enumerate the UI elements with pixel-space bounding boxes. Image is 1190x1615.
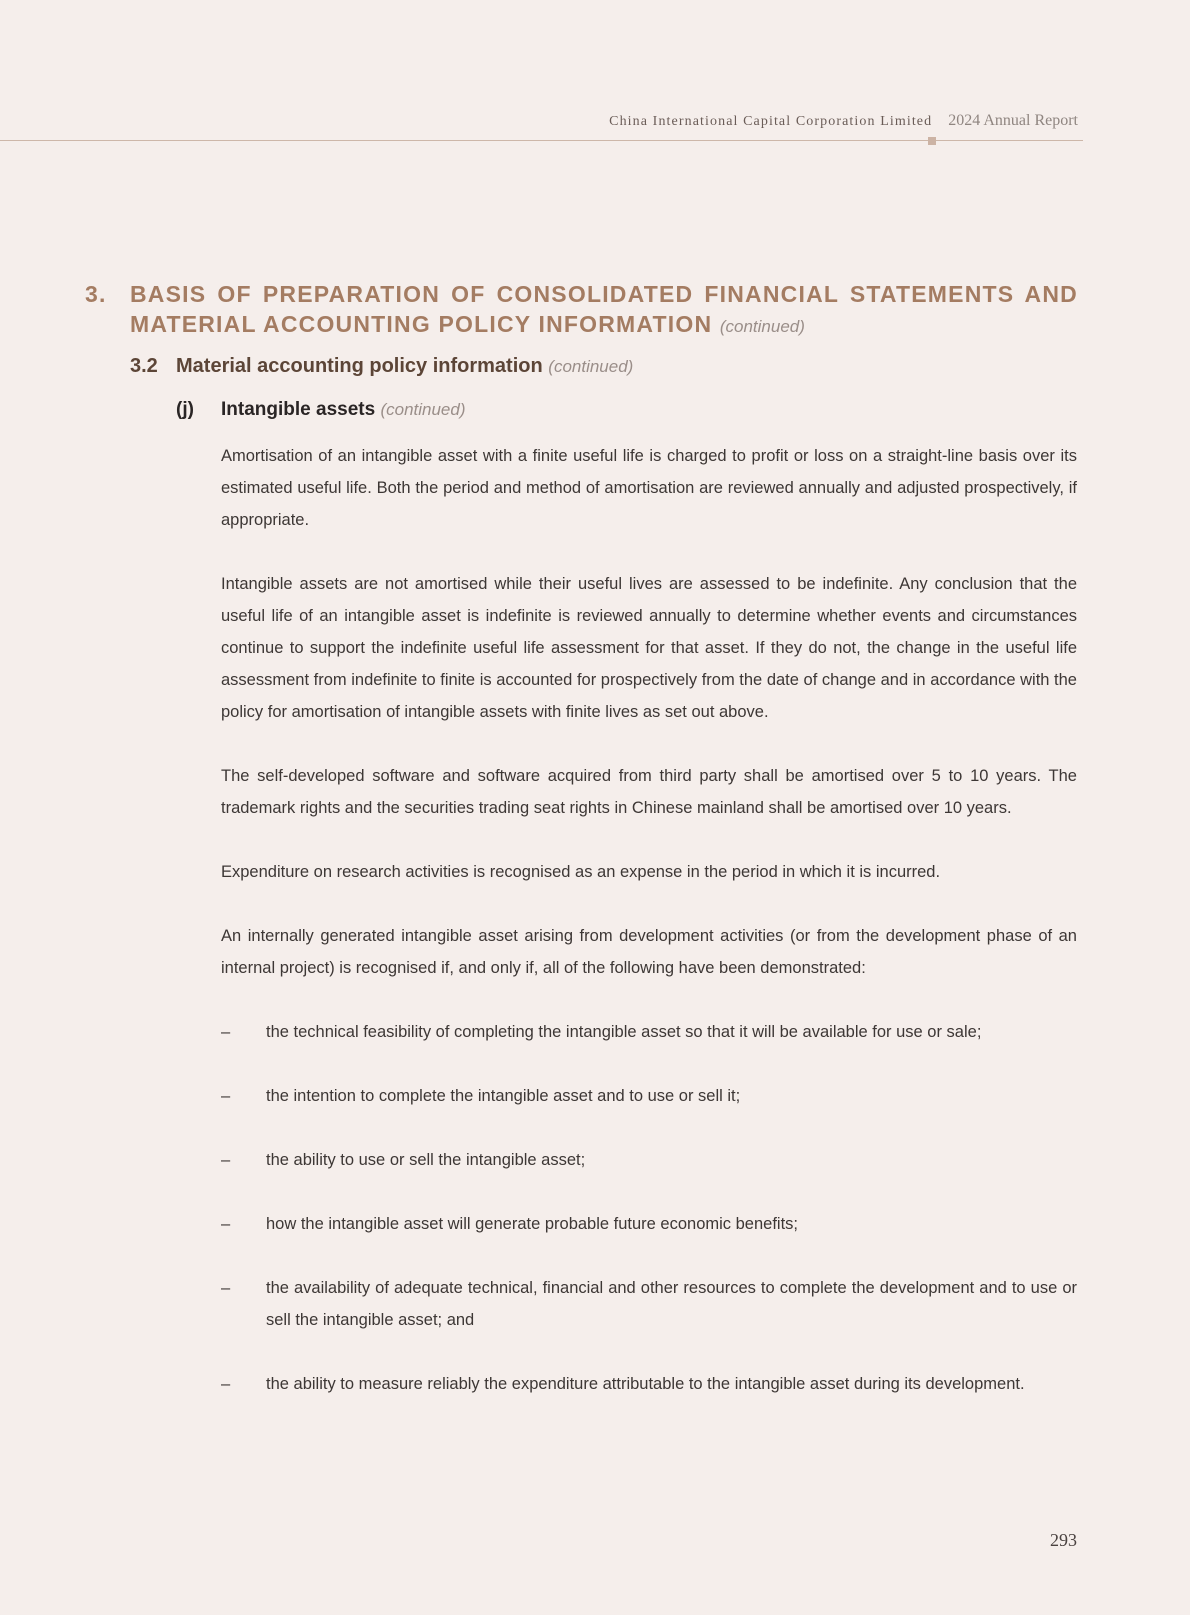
subsection-heading [130,355,633,378]
paragraph: Amortisation of an intangible asset with a finite useful life is charged to profit or loss on a straight-line basis over its estimated useful life. Both the period and method of amortisation are reviewed annually and adjusted prospectively, if appropriate. [221,447,1077,529]
running-header [609,112,1078,130]
section-number: 3. [85,281,107,307]
subsection-continued: (continued) [548,357,634,376]
section-continued: (continued) [719,317,805,336]
paragraph: The self-developed software and software acquired from third party shall be amortised over 5 to 10 years. The trademark rights and the securities trading seat rights in Chinese mainland shall be amortised over 10 years. [221,767,1077,817]
list-item [221,1272,1077,1336]
body-text [221,440,1077,1432]
item-number: (j) [176,399,194,420]
bullet-dash: – [221,1375,231,1393]
list-item-text: how the intangible asset will generate probable future economic benefits; [266,1215,798,1233]
report-title: 2024 Annual Report [948,112,1078,129]
bullet-dash: – [221,1087,231,1105]
list-item [221,1208,1077,1240]
bullet-dash: – [221,1023,231,1041]
bullet-dash: – [221,1151,231,1169]
section-title: BASIS OF PREPARATION OF CONSOLIDATED FINANCIAL STATEMENTS AND MATERIAL ACCOUNTING POLICY INFORMATION [130,281,1078,337]
company-name: China International Capital Corporation Limited [609,114,933,129]
page-number: 293 [1050,1530,1077,1550]
header-rule [0,140,1083,141]
subsection-number: 3.2 [130,355,158,377]
section-title-text [130,279,1078,342]
paragraph: Expenditure on research activities is recognised as an expense in the period in which it is incurred. [221,863,941,881]
list-item-text: the intention to complete the intangible asset and to use or sell it; [266,1087,741,1105]
bullet-dash: – [221,1279,231,1297]
item-heading [176,399,466,421]
header-marker [928,137,936,145]
list-item-text: the technical feasibility of completing the intangible asset so that it will be available for use or sale; [266,1023,982,1041]
subsection-title: Material accounting policy information [176,355,543,377]
list-item-text: the ability to measure reliably the expenditure attributable to the intangible asset during its development. [266,1375,1025,1393]
paragraph: Intangible assets are not amortised while their useful lives are assessed to be indefinite. Any conclusion that the useful life of an intangible asset is indefinite is reviewed annually to determine whether events and circumstances continue to support the indefinite useful life assessment for that asset. If they do not, the change in the useful life assessment from indefinite to finite is accounted for prospectively from the date of change and in accordance with the policy for amortisation of intangible assets with finite lives as set out above. [221,575,1077,721]
item-title: Intangible assets [221,399,376,420]
list-item [221,1144,1077,1176]
list-item [221,1016,1077,1048]
section-heading [85,279,1078,342]
list-item-text: the availability of adequate technical, financial and other resources to complete the development and to use or sell the intangible asset; and [266,1279,1077,1329]
bullet-dash: – [221,1215,231,1233]
item-continued: (continued) [380,400,466,419]
list-item [221,1080,1077,1112]
criteria-list [221,1016,1077,1400]
list-item-text: the ability to use or sell the intangible asset; [266,1151,586,1169]
list-item [221,1368,1077,1400]
paragraph: An internally generated intangible asset arising from development activities (or from the development phase of an internal project) is recognised if, and only if, all of the following have been demonstrated: [221,927,1077,977]
